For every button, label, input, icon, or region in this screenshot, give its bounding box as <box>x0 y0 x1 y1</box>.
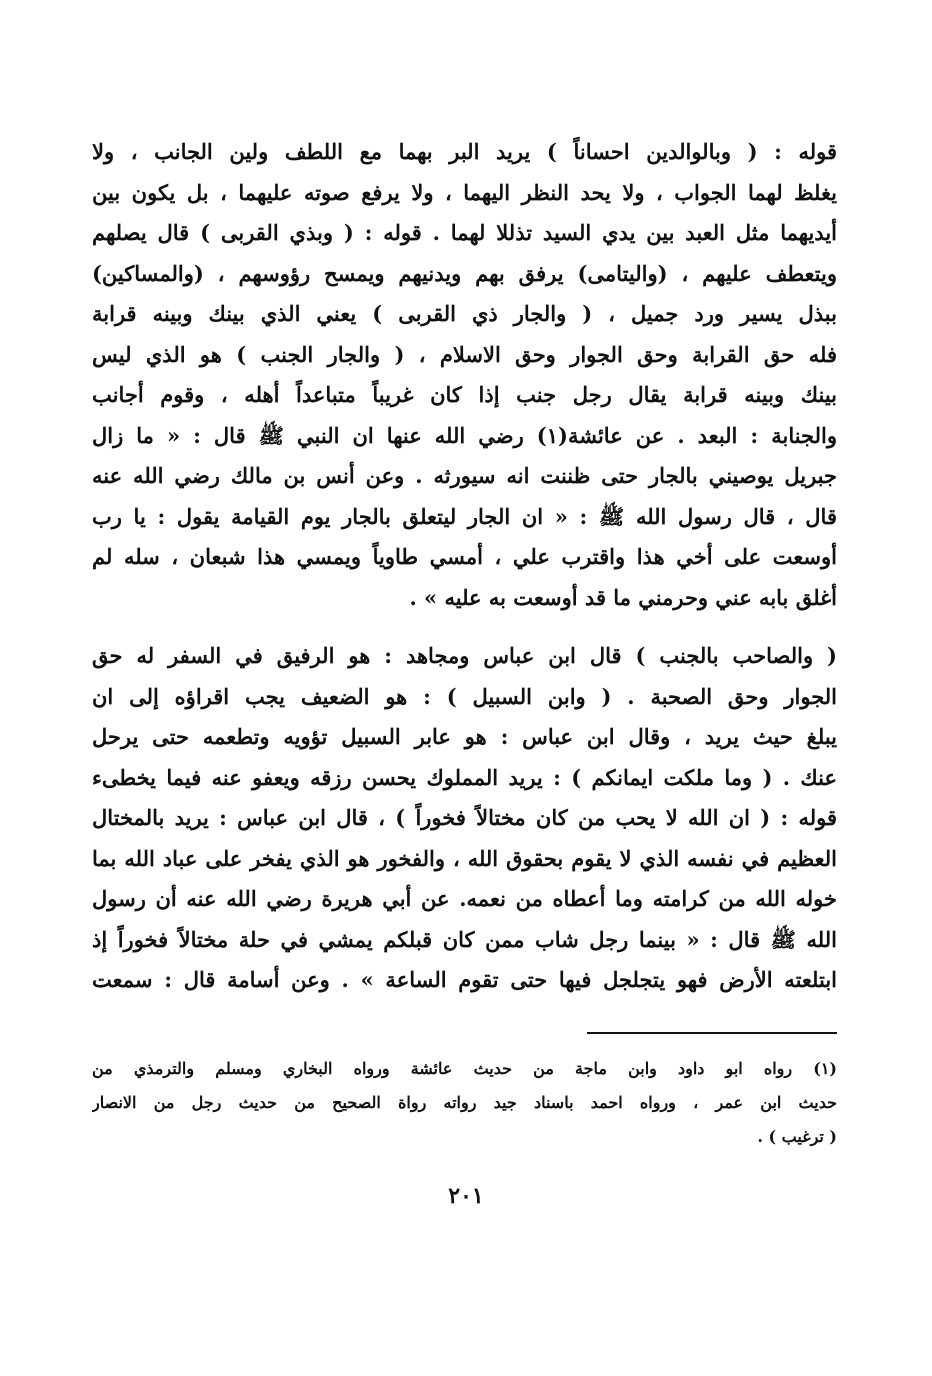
footnote-line: ( ترغيب ) . <box>757 1127 837 1146</box>
page-number: ٢٠١ <box>448 1183 484 1209</box>
text-line: قال ، قال رسول الله ﷺ : « ان الجار ليتعلق بالجار يوم القيامة يقول : يا رب <box>92 503 837 529</box>
text-line: يبلغ حيث يريد ، وقال ابن عباس : هو عابر السبيل تؤويه وتطعمه حتى يرحل <box>92 724 837 749</box>
text-line: ابتلعته الأرض فهو يتجلجل فيها حتى تقوم الساعة » . وعن أسامة قال : سمعت <box>92 967 837 992</box>
text-line: فله حق القرابة وحق الجوار وحق الاسلام ، ( والجار الجنب ) هو الذي ليس <box>92 341 837 367</box>
text-line: جبريل يوصيني بالجار حتى ظننت انه سيورثه . وعن أنس بن مالك رضي الله عنه <box>92 463 837 488</box>
text-line: أيديهما مثل العبد بين يدي السيد تذللا لهما . قوله : ( وبذي القربى ) قال يصلهم <box>92 220 837 245</box>
text-line: الجوار وحق الصحبة . ( وابن السبيل ) : هو الضعيف يجب اقراؤه إلى ان <box>92 683 837 709</box>
text-line: أغلق بابه عني وحرمني ما قد أوسعت به عليه » . <box>409 584 837 610</box>
text-line: ويتعطف عليهم ، (واليتامى) يرفق بهم ويدنيهم ويمسح رؤوسهم ، (والمساكين) <box>92 260 837 286</box>
text-line: ببذل يسير ورد جميل ، ( والجار ذي القربى ) يعني الذي بينك وبينه قرابة <box>92 301 837 326</box>
main-text-paragraph-2 <box>92 636 837 1001</box>
text-line: بينك وبينه قرابة يقال رجل جنب إذا كان غريباً متباعداً أهله ، وقوم أجانب <box>92 382 837 407</box>
text-line: قوله : ( ان الله لا يحب من كان مختالاً فخوراً ) ، قال ابن عباس : يريد بالمختال <box>92 805 837 830</box>
footnote-divider <box>587 1032 837 1034</box>
text-line: خوله الله من كرامته وما أعطاه من نعمه. عن أبي هريرة رضي الله عنه أن رسول <box>92 886 837 911</box>
text-line: أوسعت على أخي هذا واقترب علي ، أمسي طاوياً ويمسي هذا شبعان ، سله لم <box>92 544 837 569</box>
text-line: يغلظ لهما الجواب ، ولا يحد النظر اليهما ، ولا يرفع صوته عليهما ، بل يكون بين <box>92 179 837 205</box>
text-line: قوله : ( وبالوالدين احساناً ) يريد البر بهما مع اللطف ولين الجانب ، ولا <box>92 139 837 164</box>
text-line: عنك . ( وما ملكت ايمانكم ) : يريد المملوك يحسن رزقه ويعفو عنه فيما يخطىء <box>92 764 837 790</box>
footnotes <box>92 1052 837 1154</box>
main-text-paragraph-1 <box>92 132 837 618</box>
text-line: والجنابة : البعد . عن عائشة(١) رضي الله عنها ان النبي ﷺ قال : « ما زال <box>92 422 837 448</box>
text-line: الله ﷺ قال : « بينما رجل شاب ممن كان قبلكم يمشي في حلة مختالاً فخوراً إذ <box>92 926 837 952</box>
text-line: ( والصاحب بالجنب ) قال ابن عباس ومجاهد : هو الرفيق في السفر له حق <box>92 643 837 668</box>
text-line: العظيم في نفسه الذي لا يقوم بحقوق الله ، والفخور هو الذي يفخر على عباد الله بما <box>92 845 837 871</box>
footnote-line: حديث ابن عمر ، ورواه احمد باسناد جيد رواته رواة الصحيح من حديث رجل من الانصار <box>92 1093 837 1112</box>
footnote-line: (١) رواه ابو داود وابن ماجة من حديث عائشة ورواه البخاري ومسلم والترمذي من <box>92 1059 837 1078</box>
